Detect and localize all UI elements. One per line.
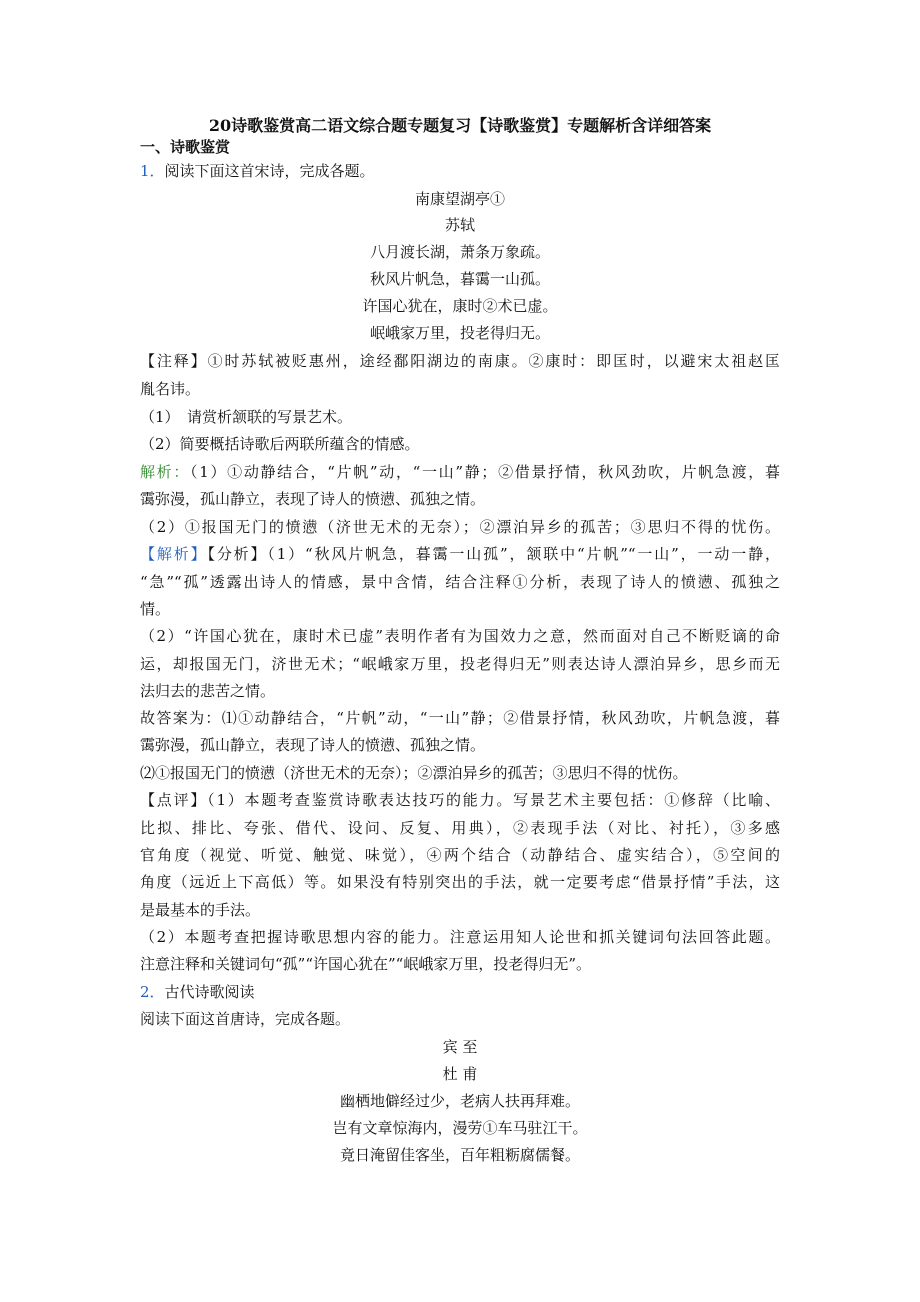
analysis-text: 【分析】（1）“秋风片帆急，暮霭一山孤”，颔联中“片帆”“一山”，一动一静， (207, 545, 780, 563)
poem-2-line: 幽栖地僻经过少，老病人扶再拜难。 (339, 1092, 580, 1110)
question-1-text: 阅读下面这首宋诗，完成各题。 (164, 162, 375, 180)
poem-2-title: 宾 至 (442, 1038, 478, 1056)
analysis-line-2: “急”“孤”透露出诗人的情感，景中含情，结合注释①分析，表现了诗人的愤懑、孤独之 (140, 573, 780, 591)
poem-2-line: 竟日淹留佳客坐，百年粗粝腐儒餐。 (339, 1146, 580, 1164)
comment-line-4: 角度（远近上下高低）等。如果没有特别突出的手法，就一定要考虑“借景抒情”手法，这 (140, 873, 780, 891)
answer-line-1: 故答案为：⑴①动静结合，“片帆”动，“一山”静；②借景抒情，秋风劲吹，片帆急渡，暮 (140, 709, 780, 727)
jiexi-text: （1）①动静结合，“片帆”动，“一山”静；②借景抒情，秋风劲吹，片帆急渡，暮 (190, 463, 780, 481)
section-heading: 一、诗歌鉴赏 (140, 138, 231, 156)
note-line-1: 【注释】①时苏轼被贬惠州，途经鄱阳湖边的南康。②康时：即匡时，以避宋太祖赵匡 (140, 352, 780, 370)
answer-line-3: ⑵①报国无门的愤懑（济世无术的无奈）；②漂泊异乡的孤苦；③思归不得的忧伤。 (140, 764, 688, 782)
poem-2-line: 岂有文章惊海内，漫劳①车马驻江干。 (332, 1119, 588, 1137)
analysis-label: 【解析】 (140, 545, 208, 563)
comment-line-5: 是最基本的手法。 (140, 901, 261, 919)
question-1-number: 1． (140, 162, 165, 180)
poem-1-author: 苏轼 (444, 216, 475, 234)
comment-line-7: 注意注释和关键词句“孤”“许国心犹在”“岷峨家万里，投老得归无”。 (140, 955, 592, 973)
comment-line-6: （2）本题考查把握诗歌思想内容的能力。注意运用知人论世和抓关键词句法回答此题。 (140, 928, 780, 946)
sub-question-1: （1） 请赏析颔联的写景艺术。 (140, 408, 353, 426)
poem-1-line: 岷峨家万里，投老得归无。 (369, 324, 550, 342)
answer-line-2: 霭弥漫，孤山静立，表现了诗人的愤懑、孤独之情。 (140, 736, 486, 754)
poem-1-line: 秋风片帆急，暮霭一山孤。 (369, 270, 550, 288)
jiexi-line-2: 霭弥漫，孤山静立，表现了诗人的愤懑、孤独之情。 (140, 490, 486, 508)
poem-1-line: 八月渡长湖，萧条万象疏。 (369, 243, 550, 261)
analysis-line-6: 法归去的悲苦之情。 (140, 682, 276, 700)
question-2-heading (140, 981, 780, 1003)
poem-1-title: 南康望湖亭① (414, 190, 505, 208)
question-1-prompt (140, 160, 780, 182)
jiexi-line-1 (140, 461, 780, 483)
jiexi-line-3: （2）①报国无门的愤懑（济世无术的无奈）；②漂泊异乡的孤苦；③思归不得的忧伤。 (140, 518, 780, 536)
question-2-number: 2． (140, 983, 165, 1001)
note-line-2: 胤名讳。 (140, 380, 201, 398)
comment-line-2: 比拟、排比、夸张、借代、设问、反复、用典），②表现手法（对比、衬托），③多感 (140, 819, 780, 837)
poem-2-author: 杜 甫 (442, 1065, 478, 1083)
question-2-prompt: 阅读下面这首唐诗，完成各题。 (140, 1010, 351, 1028)
analysis-line-3: 情。 (140, 600, 171, 618)
jiexi-label: 解析： (140, 463, 191, 481)
poem-1-line: 许国心犹在，康时②术已虚。 (362, 297, 558, 315)
comment-line-1: 【点评】（1）本题考查鉴赏诗歌表达技巧的能力。写景艺术主要包括：①修辞（比喻、 (140, 791, 780, 809)
analysis-line-1 (140, 543, 780, 565)
analysis-line-5: 运，却报国无门，济世无术；“岷峨家万里，投老得归无”则表达诗人漂泊异乡，思乡而无 (140, 655, 780, 673)
document-title: 20诗歌鉴赏高二语文综合题专题复习【诗歌鉴赏】专题解析含详细答案 (208, 116, 712, 135)
sub-question-2: （2）简要概括诗歌后两联所蕴含的情感。 (140, 435, 420, 453)
analysis-line-4: （2）“许国心犹在，康时术已虚”表明作者有为国效力之意，然而面对自己不断贬谪的命 (140, 627, 780, 645)
comment-line-3: 官角度（视觉、听觉、触觉、味觉），④两个结合（动静结合、虚实结合），⑤空间的 (140, 846, 780, 864)
question-2-title: 古代诗歌阅读 (164, 983, 255, 1001)
